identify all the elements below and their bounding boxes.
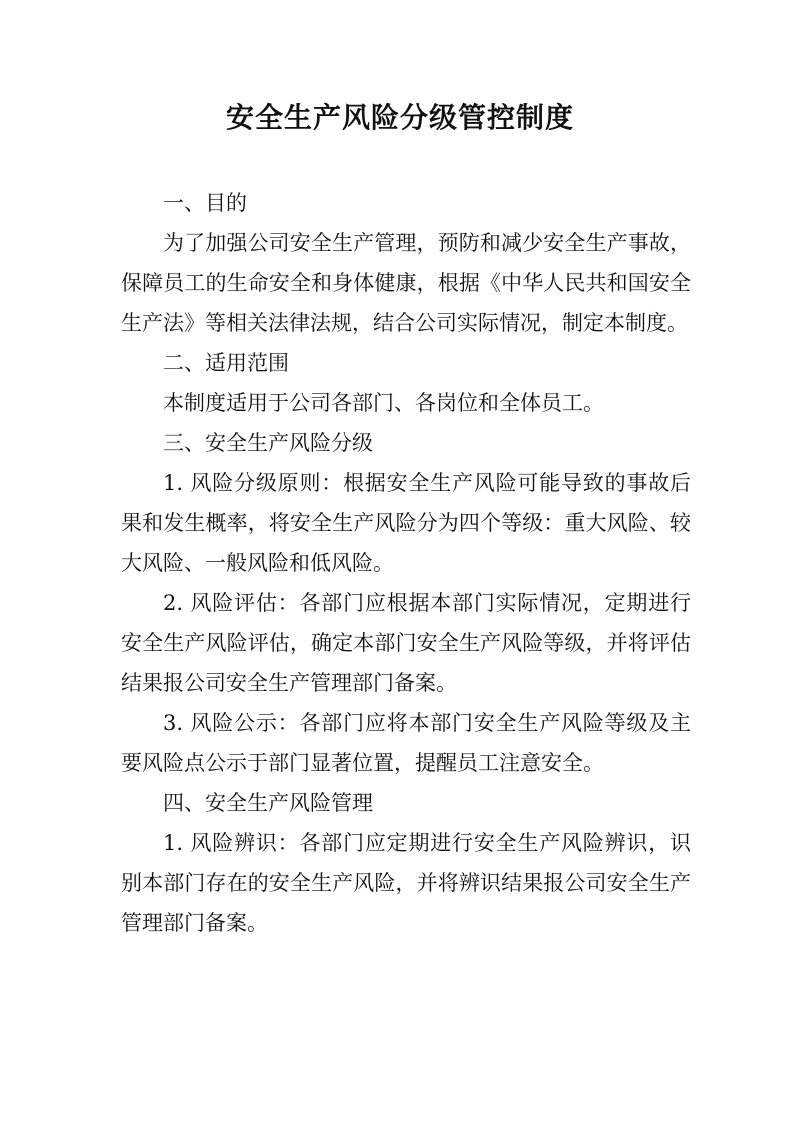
paragraph-risk-identification: 1. 风险辨识：各部门应定期进行安全生产风险辨识，识别本部门存在的安全生产风险，并将辨识结果报公司安全生产管理部门备案。 <box>121 831 691 935</box>
paragraph-grading-principle: 1. 风险分级原则：根据安全生产风险可能导致的事故后果和发生概率，将安全生产风险分为四个等级：重大风险、较大风险、一般风险和低风险。 <box>121 471 691 575</box>
document-body <box>121 183 691 943</box>
section-heading-risk-grading: 三、安全生产风险分级 <box>163 431 373 455</box>
paragraph-risk-publicity: 3. 风险公示：各部门应将本部门安全生产风险等级及主要风险点公示于部门显著位置，提醒员工注意安全。 <box>121 711 691 775</box>
document-title: 安全生产风险分级管控制度 <box>225 101 574 134</box>
paragraph-scope: 本制度适用于公司各部门、各岗位和全体员工。 <box>163 391 604 415</box>
paragraph-purpose: 为了加强公司安全生产管理，预防和减少安全生产事故，保障员工的生命安全和身体健康，根据《中华人民共和国安全生产法》等相关法律法规，结合公司实际情况，制定本制度。 <box>121 231 691 335</box>
section-heading-scope: 二、适用范围 <box>163 351 289 375</box>
paragraph-risk-assessment: 2. 风险评估：各部门应根据本部门实际情况，定期进行安全生产风险评估，确定本部门安全生产风险等级，并将评估结果报公司安全生产管理部门备案。 <box>121 591 691 695</box>
section-heading-purpose: 一、目的 <box>163 191 247 215</box>
section-heading-risk-management: 四、安全生产风险管理 <box>163 791 373 815</box>
